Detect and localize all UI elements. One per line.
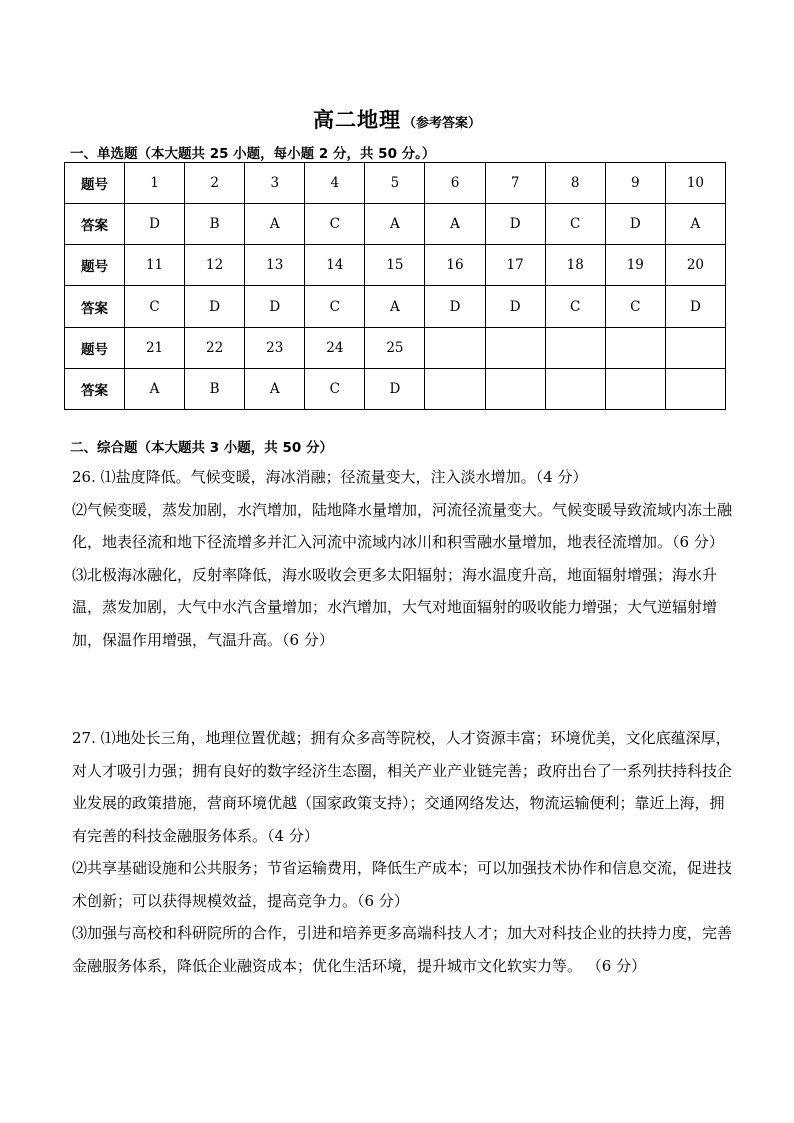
answer-cell: B bbox=[185, 204, 245, 245]
answer-cell bbox=[485, 368, 545, 409]
section-heading-multiple-choice: 一、单选题（本大题共 25 小题，每小题 2 分，共 50 分。） bbox=[70, 146, 436, 162]
row-label-answer: 答案 bbox=[65, 204, 125, 245]
title-main: 高二地理 bbox=[312, 108, 401, 132]
answer-cell: C bbox=[545, 204, 605, 245]
answer-cell: C bbox=[305, 368, 365, 409]
q27-part-2: ⑵共享基础设施和公共服务；节省运输费用，降低生产成本；可以加强技术协作和信息交流，促进技术创新；可以获得规模效益，提高竞争力。（6 分） bbox=[72, 859, 733, 910]
question-number-cell: 9 bbox=[605, 163, 665, 204]
answer-cell: D bbox=[245, 286, 305, 327]
question-number-cell: 19 bbox=[605, 245, 665, 286]
answer-cell: A bbox=[425, 204, 485, 245]
row-label-question-number: 题号 bbox=[65, 163, 125, 204]
question-number-cell: 5 bbox=[365, 163, 425, 204]
answer-cell: D bbox=[605, 204, 665, 245]
table-row-numbers bbox=[65, 327, 726, 368]
question-number-cell: 24 bbox=[305, 327, 365, 368]
question-number-cell: 6 bbox=[425, 163, 485, 204]
answer-cell: B bbox=[185, 368, 245, 409]
question-27-answer bbox=[72, 722, 732, 982]
question-number-cell: 10 bbox=[665, 163, 725, 204]
answer-cell bbox=[605, 368, 665, 409]
answer-cell: D bbox=[125, 204, 185, 245]
question-number-cell: 16 bbox=[425, 245, 485, 286]
answer-table bbox=[64, 162, 726, 410]
table-row-answers bbox=[65, 286, 726, 327]
question-number-cell bbox=[545, 327, 605, 368]
question-number-cell bbox=[485, 327, 545, 368]
question-number-cell: 8 bbox=[545, 163, 605, 204]
question-number-cell: 21 bbox=[125, 327, 185, 368]
q27-part-3: ⑶加强与高校和科研院所的合作，引进和培养更多高端科技人才；加大对科技企业的扶持力度，完善金融服务体系，降低企业融资成本；优化生活环境，提升城市文化软实力等。 （6 分） bbox=[72, 924, 733, 975]
question-number-cell: 4 bbox=[305, 163, 365, 204]
table-row-numbers bbox=[65, 163, 726, 204]
answer-cell: A bbox=[365, 204, 425, 245]
answer-cell: A bbox=[665, 204, 725, 245]
question-number-cell: 17 bbox=[485, 245, 545, 286]
question-number-cell: 23 bbox=[245, 327, 305, 368]
table-row-answers bbox=[65, 204, 726, 245]
answer-cell: C bbox=[305, 286, 365, 327]
question-26-answer bbox=[72, 461, 732, 656]
answer-cell: A bbox=[245, 368, 305, 409]
answer-cell: C bbox=[605, 286, 665, 327]
answer-cell: D bbox=[665, 286, 725, 327]
q26-part-3: ⑶北极海冰融化，反射率降低，海水吸收会更多太阳辐射；海水温度升高，地面辐射增强；海水升温，蒸发加剧，大气中水汽含量增加；水汽增加，大气对地面辐射的吸收能力增强；大气逆辐射增加，保温作用增强，气温升高。（6 分） bbox=[72, 565, 718, 649]
table-row-answers bbox=[65, 368, 726, 409]
row-label-answer: 答案 bbox=[65, 286, 125, 327]
answer-cell: A bbox=[245, 204, 305, 245]
question-number-cell: 12 bbox=[185, 245, 245, 286]
q27-part-1: 27. ⑴地处长三角，地理位置优越；拥有众多高等院校，人才资源丰富；环境优美，文化底蕴深厚，对人才吸引力强；拥有良好的数字经济生态圈，相关产业产业链完善；政府出台了一系列扶持科技企业发展的政策措施，营商环境优越（国家政策支持）；交通网络发达，物流运输便利；靠近上海，拥有完善的科技金融服务体系。（4 分） bbox=[72, 729, 733, 845]
q26-part-1: 26. ⑴盐度降低。气候变暖，海冰消融；径流量变大，注入淡水增加。（4 分） bbox=[72, 468, 588, 486]
question-number-cell: 1 bbox=[125, 163, 185, 204]
answer-cell: D bbox=[185, 286, 245, 327]
answer-cell: A bbox=[125, 368, 185, 409]
title-subtitle: （参考答案） bbox=[402, 116, 481, 131]
row-label-answer: 答案 bbox=[65, 368, 125, 409]
question-number-cell: 2 bbox=[185, 163, 245, 204]
answer-cell: D bbox=[485, 286, 545, 327]
answer-cell: C bbox=[545, 286, 605, 327]
answer-cell bbox=[425, 368, 485, 409]
answer-cell: D bbox=[365, 368, 425, 409]
page-title bbox=[0, 104, 794, 134]
question-number-cell: 3 bbox=[245, 163, 305, 204]
question-number-cell: 7 bbox=[485, 163, 545, 204]
answer-cell bbox=[665, 368, 725, 409]
question-number-cell bbox=[425, 327, 485, 368]
question-number-cell: 25 bbox=[365, 327, 425, 368]
answer-cell bbox=[545, 368, 605, 409]
row-label-question-number: 题号 bbox=[65, 245, 125, 286]
table-row-numbers bbox=[65, 245, 726, 286]
row-label-question-number: 题号 bbox=[65, 327, 125, 368]
answer-cell: D bbox=[425, 286, 485, 327]
answer-cell: D bbox=[485, 204, 545, 245]
question-number-cell: 15 bbox=[365, 245, 425, 286]
question-number-cell: 22 bbox=[185, 327, 245, 368]
question-number-cell: 11 bbox=[125, 245, 185, 286]
question-number-cell bbox=[665, 327, 725, 368]
answer-cell: C bbox=[305, 204, 365, 245]
q26-part-2: ⑵气候变暖，蒸发加剧，水汽增加，陆地降水量增加，河流径流量变大。气候变暖导致流域内冻土融化，地表径流和地下径流增多并汇入河流中流域内冰川和积雪融水量增加，地表径流增加。（6 分） bbox=[72, 500, 733, 551]
question-number-cell: 18 bbox=[545, 245, 605, 286]
section-heading-comprehensive: 二、综合题（本大题共 3 小题，共 50 分） bbox=[70, 440, 333, 456]
question-number-cell: 20 bbox=[665, 245, 725, 286]
answer-cell: C bbox=[125, 286, 185, 327]
question-number-cell bbox=[605, 327, 665, 368]
question-number-cell: 13 bbox=[245, 245, 305, 286]
answer-cell: A bbox=[365, 286, 425, 327]
question-number-cell: 14 bbox=[305, 245, 365, 286]
